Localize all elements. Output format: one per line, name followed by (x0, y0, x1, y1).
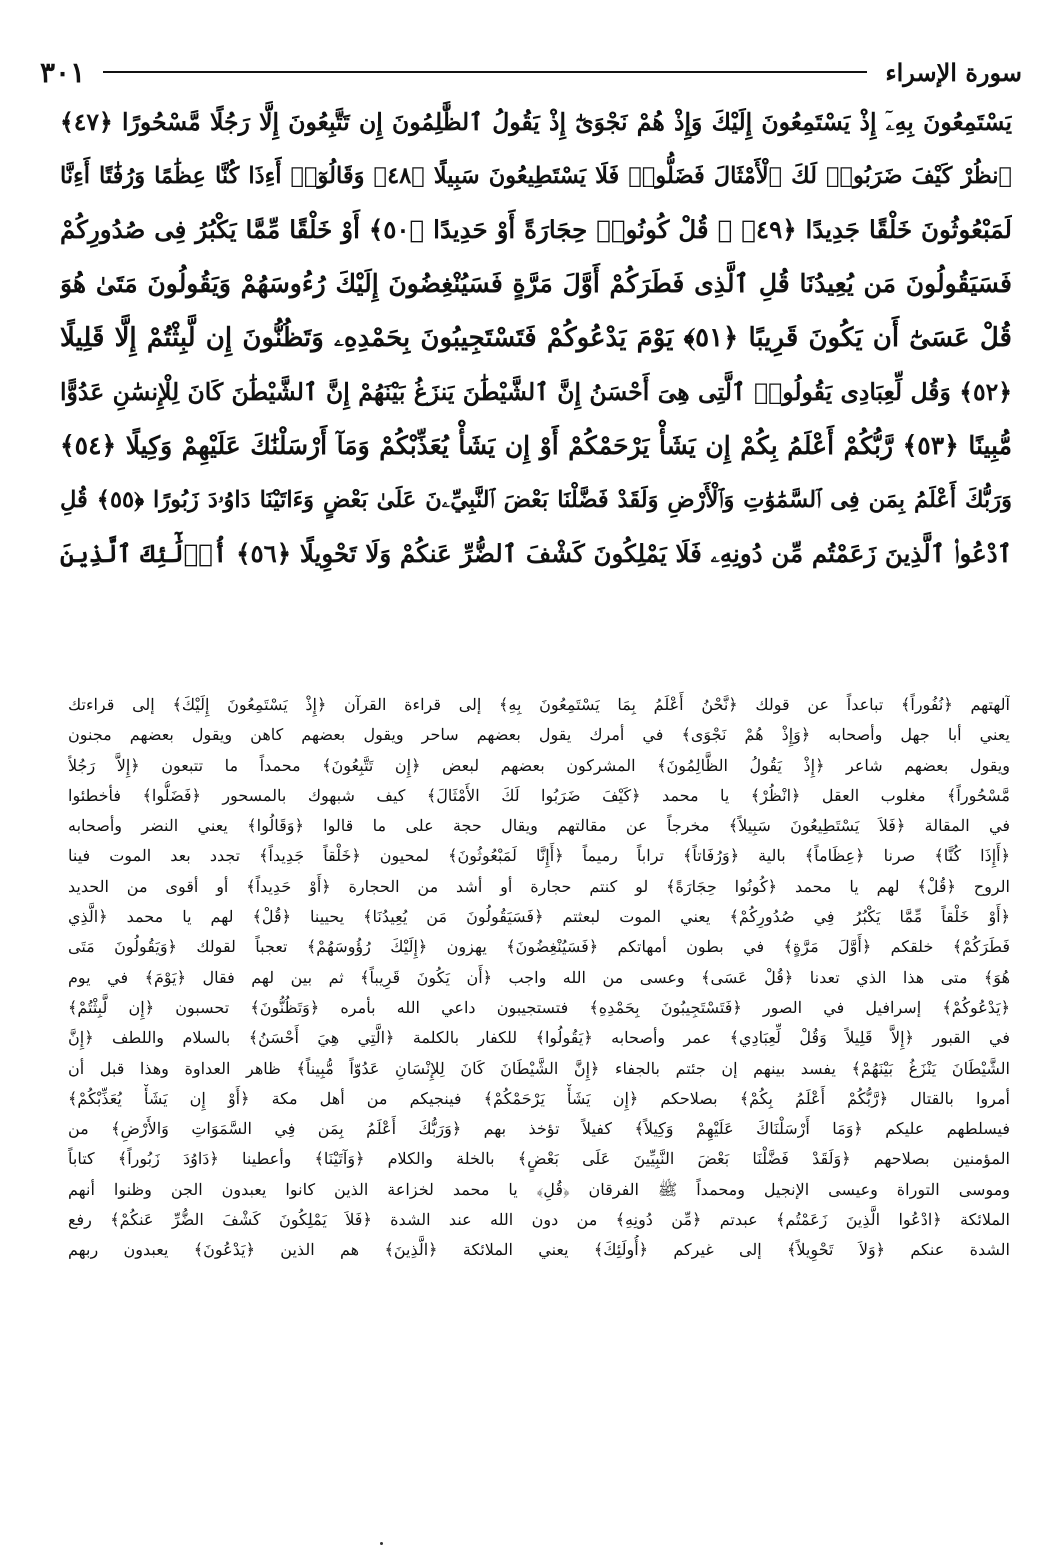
tafsir-line: يعني أبا جهل وأصحابه ﴿وَإِذْ هُمْ نَجْوَى﴾ في أمرك يقول بعضهم ساحر ويقول بعضهم كاهن ويقول بعضهم مجنون (68, 725, 1010, 745)
tafsir-line: فيسلطهم عليكم ﴿وَمَا أَرْسَلْنَاكَ عَلَيْهِمْ وَكِيلاً﴾ كفيلاً تؤخذ بهم ﴿وَرَبُّكَ أَعْلَمُ بِمَن فِي السَّمَوَاتِ وَالأَرْضِ﴾ من (68, 1119, 1010, 1139)
tafsir-line: ﴿أَوْ خَلْقاً مِّمَّا يَكْبُرُ فِي صُدُورِكُمْ﴾ يعني الموت لبعثتم ﴿فَسَيَقُولُونَ مَن يُعِيدُنَا﴾ يحيينا ﴿قُلْ﴾ لهم يا محمد ﴿الَّذِي (68, 907, 1010, 927)
quran-line: وَرَبُّكَ أَعْلَمُ بِمَن فِى ٱلسَّمَٰوَٰتِ وَٱلْأَرْضِ وَلَقَدْ فَضَّلْنَا بَعْضَ ٱلنَّبِيِّۦنَ عَلَىٰ بَعْضٍ وَءَاتَيْنَا دَاوُۥدَ زَبُورًا ﴿٥٥﴾ قُلِ (60, 487, 1012, 513)
tafsir-line: الملائكة ﴿ادْعُوا الَّذِينَ زَعَمْتُم﴾ عبدتم ﴿مِّن دُونِهِ﴾ من دون الله عند الشدة ﴿فَلاَ يَمْلِكُونَ كَشْفَ الضُّرِّ عَنكُمْ﴾ رفع (68, 1210, 1010, 1230)
tafsir-line: وموسى التوراة وعيسى الإنجيل ومحمداً ﷺ الفرقان ﴿قُلِ﴾ يا محمد لخزاعة الذين كانوا يعبدون الجن وظنوا أنهم (68, 1179, 1010, 1199)
quran-line: مُّبِينًا ﴿٥٣﴾ رَّبُّكُمْ أَعْلَمُ بِكُمْ إِن يَشَأْ يَرْحَمْكُمْ أَوْ إِن يَشَأْ يُعَذِّبْكُمْ وَمَآ أَرْسَلْنَٰكَ عَلَيْهِمْ وَكِيلًا ﴿٥٤﴾ (60, 431, 1012, 460)
quran-line: يَسْتَمِعُونَ بِهِۦٓ إِذْ يَسْتَمِعُونَ إِلَيْكَ وَإِذْ هُمْ نَجْوَىٰٓ إِذْ يَقُولُ ٱلظَّٰلِمُونَ إِن تَتَّبِعُونَ إِلَّا رَجُلًا مَّسْحُورًا ﴿٤٧﴾ (60, 108, 1012, 136)
tafsir-line: الشدة عنكم ﴿وَلاَ تَحْوِيلاً﴾ إلى غيركم ﴿أُولَئِكَ﴾ يعني الملائكة ﴿الَّذِينَ﴾ هم الذين ﴿يَدْعُونَ﴾ يعبدون ربهم (68, 1240, 1010, 1260)
tafsir-line: في المقالة ﴿فَلاَ يَسْتَطِيعُونَ سَبِيلاً﴾ مخرجاً عن مقالتهم ويقال حجة على ما قالوا ﴿وَقَالُوا﴾ يعني النضر وأصحابه (68, 816, 1010, 836)
tafsir-line: الروح ﴿قُلْ﴾ لهم يا محمد ﴿كُونُوا حِجَارَةً﴾ لو كنتم حجارة أو أشد من الحجارة ﴿أَوْ حَدِيداً﴾ أو أقوى من الحديد (68, 876, 1010, 896)
quran-line: قُلْ عَسَىٰٓ أَن يَكُونَ قَرِيبًا ﴿٥١﴾ يَوْمَ يَدْعُوكُمْ فَتَسْتَجِيبُونَ بِحَمْدِهِۦ وَتَظُنُّونَ إِن لَّبِثْتُمْ إِلَّا قَلِيلًا (60, 323, 1012, 353)
tafsir-line: فَطَرَكُمْ﴾ خلقكم ﴿أَوَّلَ مَرَّةٍ﴾ في بطون أمهاتكم ﴿فَسَيُنْغِضُونَ﴾ يهزون ﴿إِلَيْكَ رُؤُوسَهُمْ﴾ تعجباً لقولك ﴿وَيَقُولُونَ مَتَى (68, 937, 1010, 957)
quran-line: لَمَبْعُوثُونَ خَلْقًا جَدِيدًا ﴿٤٩﴾ ۞ قُلْ كُونُوا۟ حِجَارَةً أَوْ حَدِيدًا ﴿٥٠﴾ أَوْ خَلْقًا مِّمَّا يَكْبُرُ فِى صُدُورِكُمْ (60, 215, 1012, 244)
tafsir-line: المؤمنين بصلاحهم ﴿وَلَقَدْ فَضَّلْنَا بَعْضَ النَّبِيِّينَ عَلَى بَعْضٍ﴾ بالخلة والكلام ﴿وَآتَيْنَا﴾ وأعطينا ﴿دَاوُدَ زَبُوراً﴾ كتاباً (68, 1149, 1010, 1169)
tafsir-line: ﴿يَدْعُوكُمْ﴾ إسرافيل في الصور ﴿فَتَسْتَجِيبُونَ بِحَمْدِهِ﴾ فتستجيبون داعي الله بأمره ﴿وَتَظُنُّونَ﴾ تحسبون ﴿إِن لَّبِثْتُمْ﴾ (68, 997, 1010, 1017)
tafsir-line: آلهتهم ﴿نُفُوراً﴾ تباعداً عن قولك ﴿نَّحْنُ أَعْلَمُ بِمَا يَسْتَمِعُونَ بِهِ﴾ إلى قراءة القرآن ﴿إِذْ يَسْتَمِعُونَ إِلَيْكَ﴾ إلى قراءتك (68, 695, 1010, 714)
page-header (40, 50, 1022, 94)
quran-line: ٱنظُرْ كَيْفَ ضَرَبُوا۟ لَكَ ٱلْأَمْثَالَ فَضَلُّوا۟ فَلَا يَسْتَطِيعُونَ سَبِيلًا ﴿٤٨﴾ وَقَالُوٓا۟ أَءِذَا كُنَّا عِظَٰمًا وَرُفَٰتًا أَءِنَّا (60, 163, 1012, 189)
tafsir-line: أمروا بالقتال ﴿رَّبُّكُمْ أَعْلَمُ بِكُمْ﴾ بصلاحكم ﴿إِن يَشَأْ يَرْحَمْكُمْ﴾ فينجيكم من أهل مكة ﴿أَوْ إِن يَشَأْ يُعَذِّبْكُمْ﴾ (68, 1088, 1010, 1108)
tafsir-line: هُوَ﴾ متى هذا الذي تعدنا ﴿قُلْ عَسَى﴾ وعسى من الله واجب ﴿أَن يَكُونَ قَرِيباً﴾ ثم بين لهم فقال ﴿يَوْمَ﴾ في يوم (68, 967, 1010, 987)
quran-line: ﴿٥٢﴾ وَقُل لِّعِبَادِى يَقُولُوا۟ ٱلَّتِى هِىَ أَحْسَنُ إِنَّ ٱلشَّيْطَٰنَ يَنزَغُ بَيْنَهُمْ إِنَّ ٱلشَّيْطَٰنَ كَانَ لِلْإِنسَٰنِ عَدُوًّا (60, 378, 1012, 406)
tafsir-line: الشَّيْطَانَ يَنْزَغُ بَيْنَهُمْ﴾ يفسد بينهم إن جئتم بالجفاء ﴿إِنَّ الشَّيْطَانَ كَانَ لِلإِنْسَانِ عَدُوّاً مُّبِيناً﴾ ظاهر العداوة وهذا قبل أن (68, 1058, 1010, 1078)
tafsir-line: ﴿أَإِذَا كُنَّا﴾ صرنا ﴿عِظَاماً﴾ بالية ﴿وَرُفَاتاً﴾ تراباً رميماً ﴿أَإِنَّا لَمَبْعُوثُونَ﴾ لمحيون ﴿خَلْقاً جَدِيداً﴾ تجدد بعد الموت فينا (68, 846, 1010, 866)
tafsir-line: مَّسْحُوراً﴾ مغلوب العقل ﴿انْظُرْ﴾ يا محمد ﴿كَيْفَ ضَرَبُوا لَكَ الأَمْثَالَ﴾ كيف شبهوك بالمسحور ﴿فَضَلُّوا﴾ فأخطئوا (68, 785, 1010, 805)
tafsir-line: في القبور ﴿إِلاَّ قَلِيلاً وَقُلْ لِّعِبَادِي﴾ عمر وأصحابه ﴿يَقُولُوا﴾ للكفار بالكلمة ﴿الَّتِي هِيَ أَحْسَنُ﴾ بالسلام واللطف ﴿إِنَّ (68, 1028, 1010, 1048)
tafsir-commentary-block (68, 690, 1010, 1490)
quran-line: ٱدْعُوا۟ ٱلَّذِينَ زَعَمْتُم مِّن دُونِهِۦ فَلَا يَمْلِكُونَ كَشْفَ ٱلضُّرِّ عَنكُمْ وَلَا تَحْوِيلًا ﴿٥٦﴾ أُو۟لَٰٓئِكَ ٱلَّذِينَ (60, 539, 1012, 568)
page-speck (380, 1542, 383, 1545)
page-number: ٣٠١ (40, 55, 86, 89)
quran-line: فَسَيَقُولُونَ مَن يُعِيدُنَا قُلِ ٱلَّذِى فَطَرَكُمْ أَوَّلَ مَرَّةٍ فَسَيُنْغِضُونَ إِلَيْكَ رُءُوسَهُمْ وَيَقُولُونَ مَتَىٰ هُوَ (60, 269, 1012, 298)
header-rule (103, 71, 867, 73)
surah-title: سورة الإسراء (885, 57, 1022, 87)
quran-text-block (60, 95, 1012, 635)
tafsir-line: ويقول بعضهم شاعر ﴿إِذْ يَقُولُ الظَّالِمُونَ﴾ المشركون بعضهم لبعض ﴿إِن تَتَّبِعُونَ﴾ محمداً ما تتبعون ﴿إِلاَّ رَجُلاً (68, 755, 1010, 775)
